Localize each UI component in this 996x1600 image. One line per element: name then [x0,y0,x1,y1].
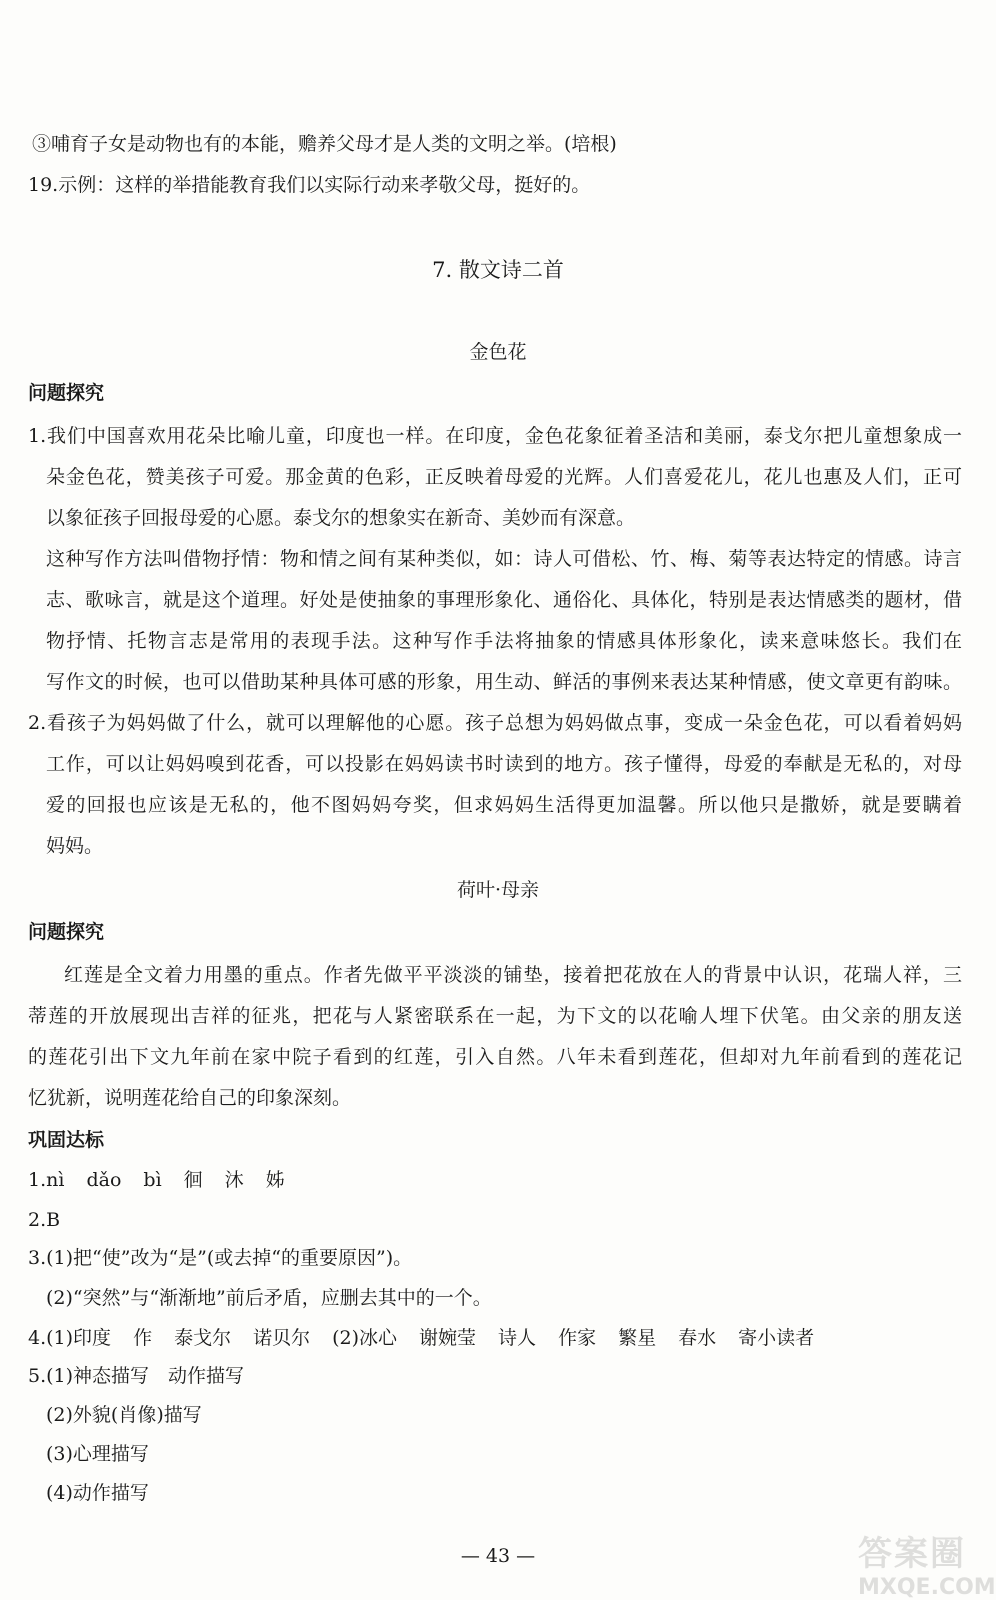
answer-item: 诗人 [498,1327,537,1349]
paragraph-line: 物抒情、托物言志是常用的表现手法。这种写作手法将抽象的情感具体形象化，读来意味悠长。我们在 [46,630,962,652]
section-heading-explore-2: 问题探究 [28,921,105,943]
paragraph-line: 这种写作方法叫借物抒情：物和情之间有某种类似，如：诗人可借松、竹、梅、菊等表达特定的情感。诗言 [46,548,962,570]
answer-3-1: 3.(1)把“使”改为“是”(或去掉“的重要原因”)。 [28,1247,413,1269]
answer-item: bì [143,1169,162,1191]
paragraph-line: 志、歌咏言，就是这个道理。好处是使抽象的事理形象化、通俗化、具体化，特别是表达情感类的题材，借 [46,589,962,611]
paragraph-line: 工作，可以让妈妈嗅到花香，可以投影在妈妈读书时读到的地方。孩子懂得，母爱的奉献是无私的，对母 [46,753,962,775]
paragraph-line: 爱的回报也应该是无私的，他不图妈妈夸奖，但求妈妈生活得更加温馨。所以他只是撒娇，就是要瞒着 [46,794,962,816]
answer-2: 2.B [28,1209,61,1231]
watermark-url: MXQE.COM [858,1575,996,1600]
answer-item: 泰戈尔 [174,1327,232,1349]
answer-line-18-3: ③哺育子女是动物也有的本能，赡养父母才是人类的文明之举。(培根) [32,133,617,155]
answer-item: 作家 [558,1327,597,1349]
answer-5-2: (2)外貌(肖像)描写 [46,1404,202,1426]
answer-3-2: (2)“突然”与“渐渐地”前后矛盾，应删去其中的一个。 [46,1287,492,1309]
answer-5-4: (4)动作描写 [46,1482,149,1504]
answer-item: 作 [133,1327,153,1349]
answer-item: 沐 [224,1169,244,1191]
chapter-title: 7. 散文诗二首 [432,258,564,282]
paragraph-line: 红莲是全文着力用墨的重点。作者先做平平淡淡的铺垫，接着把花放在人的背景中认识，花瑞人祥，三 [64,964,962,986]
subtitle-golden-flower: 金色花 [469,341,527,363]
paragraph-line: 忆犹新，说明莲花给自己的印象深刻。 [28,1087,352,1109]
paragraph-line: 朵金色花，赞美孩子可爱。那金黄的色彩，正反映着母爱的光辉。人们喜爱花儿，花儿也惠及人们，正可 [46,466,962,488]
answer-item: 繁星 [618,1327,657,1349]
answer-item: 谢婉莹 [419,1327,477,1349]
paragraph-line: 妈妈。 [46,835,104,857]
watermark-text: 答案圈 [858,1534,966,1574]
answer-number: 1. [28,1169,47,1191]
answer-item: 诺贝尔 [253,1327,311,1349]
answer-item: 姊 [265,1169,285,1191]
paragraph-line: 的莲花引出下文九年前在家中院子看到的红莲，引入自然。八年未看到莲花，但却对九年前看到的莲花记 [28,1046,962,1068]
answer-5-3: (3)心理描写 [46,1443,149,1465]
subtitle-lotus-leaf-mother: 荷叶·母亲 [456,879,540,901]
answer-4 [28,1326,836,1350]
paragraph-line: 蒂莲的开放展现出吉祥的征兆，把花与人紧密联系在一起，为下文的以花喻人埋下伏笔。由父亲的朋友送 [28,1005,962,1027]
section-heading-explore-1: 问题探究 [28,382,105,404]
answer-item: (2)冰心 [332,1327,398,1349]
paragraph-line: 2.看孩子为妈妈做了什么，就可以理解他的心愿。孩子总想为妈妈做点事，变成一朵金色花，可以看着妈妈 [28,712,962,734]
answer-item: 春水 [678,1327,717,1349]
answer-5-1: 5.(1)神态描写 动作描写 [28,1365,245,1387]
answer-item: dǎo [86,1169,122,1191]
watermark-logo [858,1526,996,1600]
paragraph-line: 写作文的时候，也可以借助某种具体可感的形象，用生动、鲜活的事例来表达某种情感，使文章更有韵味。 [46,671,962,693]
answer-item: 徊 [183,1169,203,1191]
answer-1 [28,1168,307,1192]
section-heading-consolidate: 巩固达标 [28,1129,105,1151]
page-number: — 43 — [460,1545,536,1567]
answer-line-19: 19.示例：这样的举措能教育我们以实际行动来孝敬父母，挺好的。 [28,174,591,196]
answer-number: 4. [28,1327,47,1349]
paragraph-line: 1.我们中国喜欢用花朵比喻儿童，印度也一样。在印度，金色花象征着圣洁和美丽，泰戈尔把儿童想象成一 [28,425,962,447]
answer-item: nì [46,1169,65,1191]
paragraph-line: 以象征孩子回报母爱的心愿。泰戈尔的想象实在新奇、美妙而有深意。 [46,507,636,529]
answer-item: 寄小读者 [738,1327,815,1349]
answer-item: (1)印度 [46,1327,112,1349]
